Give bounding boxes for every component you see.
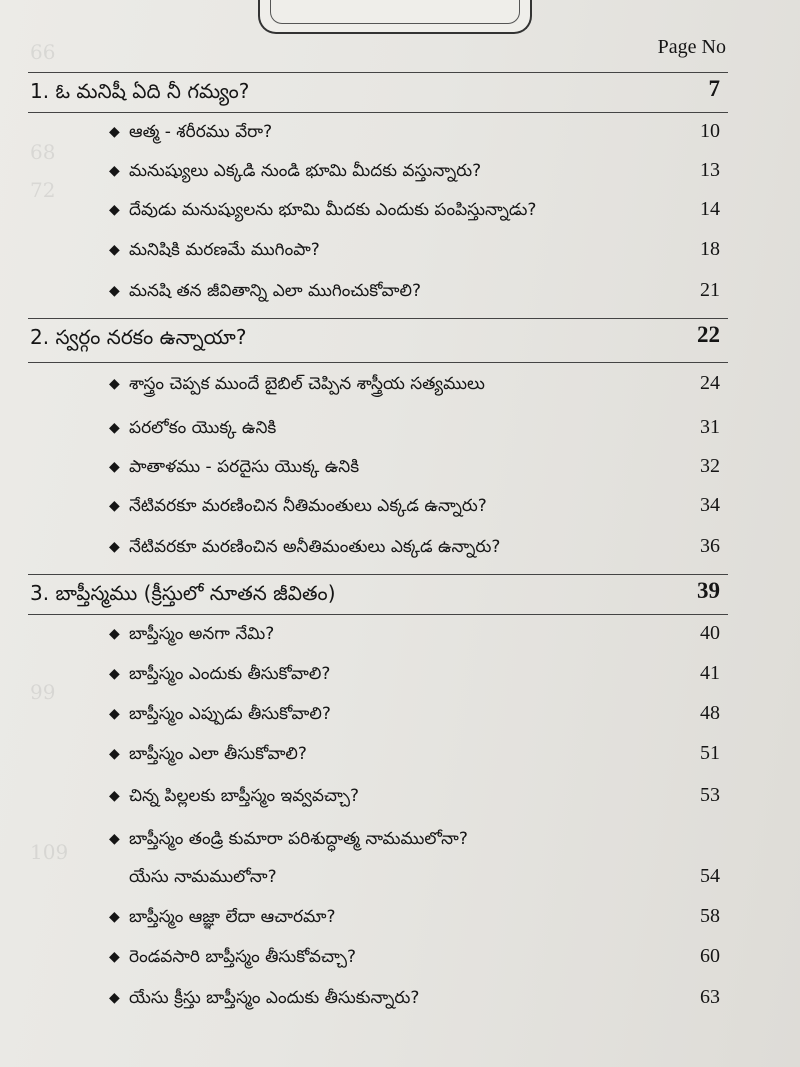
topic-entry bbox=[0, 620, 800, 656]
topic-title: రెండవసారి బాప్తీస్మం తీసుకోవచ్చా? bbox=[129, 947, 357, 967]
diamond-bullet-icon: ◆ bbox=[109, 498, 120, 514]
topic-entry bbox=[0, 118, 800, 154]
diamond-bullet-icon: ◆ bbox=[109, 539, 120, 555]
topic-entry bbox=[0, 825, 800, 861]
topic-title: బాప్తీస్మం అనగా నేమి? bbox=[129, 624, 275, 644]
topic-entry bbox=[0, 196, 800, 232]
heading-frame-ornament bbox=[258, 0, 532, 34]
topic-entry bbox=[0, 492, 800, 528]
topic-entry bbox=[0, 277, 800, 313]
topic-entry bbox=[0, 533, 800, 569]
page-number: 21 bbox=[700, 279, 720, 301]
topic-title: ఆత్మ - శరీరము వేరా? bbox=[129, 122, 273, 142]
page-number: 7 bbox=[708, 76, 720, 101]
page-number: 10 bbox=[700, 120, 720, 142]
page-number: 34 bbox=[700, 494, 720, 516]
bleed-through-text: 66 bbox=[30, 40, 56, 64]
chapter-title: 3. బాప్తీస్మము (క్రీస్తులో నూతన జీవితం) bbox=[30, 581, 336, 605]
diamond-bullet-icon: ◆ bbox=[109, 949, 120, 965]
page-number: 41 bbox=[700, 662, 720, 684]
topic-entry bbox=[0, 236, 800, 272]
page-number: 63 bbox=[700, 986, 720, 1008]
diamond-bullet-icon: ◆ bbox=[109, 163, 120, 179]
topic-entry bbox=[0, 782, 800, 818]
diamond-bullet-icon: ◆ bbox=[109, 283, 120, 299]
chapter-entry bbox=[0, 76, 800, 112]
bleed-through-text: 109 bbox=[30, 840, 69, 864]
page-number: 58 bbox=[700, 905, 720, 927]
bleed-through-text: 72 bbox=[30, 178, 56, 202]
diamond-bullet-icon: ◆ bbox=[109, 706, 120, 722]
diamond-bullet-icon: ◆ bbox=[109, 831, 120, 847]
diamond-bullet-icon: ◆ bbox=[109, 242, 120, 258]
diamond-bullet-icon: ◆ bbox=[109, 459, 120, 475]
page-number: 51 bbox=[700, 742, 720, 764]
topic-entry bbox=[0, 370, 800, 406]
page-no-column-header: Page No bbox=[657, 36, 726, 58]
diamond-bullet-icon: ◆ bbox=[109, 666, 120, 682]
page-number: 13 bbox=[700, 159, 720, 181]
topic-title: శాస్త్రం చెప్పక ముందే బైబిల్ చెప్పిన శాస్త్రీయ సత్యములు bbox=[129, 374, 485, 394]
page-number: 53 bbox=[700, 784, 720, 806]
topic-entry bbox=[0, 157, 800, 193]
topic-title: బాప్తీస్మం తండ్రి కుమారా పరిశుద్ధాత్మ నామములోనా? bbox=[129, 829, 468, 849]
topic-title: నేటివరకూ మరణించిన అనీతిమంతులు ఎక్కడ ఉన్నారు? bbox=[129, 537, 501, 557]
page-number: 14 bbox=[700, 198, 720, 220]
topic-title: మనుష్యులు ఎక్కడి నుండి భూమి మీదకు వస్తున్నారు? bbox=[129, 161, 482, 181]
topic-title: బాప్తీస్మం ఎందుకు తీసుకోవాలి? bbox=[129, 664, 331, 684]
topic-entry bbox=[0, 453, 800, 489]
topic-title: బాప్తీస్మం ఆజ్ఞా లేదా ఆచారమా? bbox=[129, 907, 336, 927]
topic-title: పాతాళము - పరదైసు యొక్క ఉనికి bbox=[129, 457, 360, 477]
diamond-bullet-icon: ◆ bbox=[109, 990, 120, 1006]
diamond-bullet-icon: ◆ bbox=[109, 909, 120, 925]
page-number: 18 bbox=[700, 238, 720, 260]
topic-entry bbox=[0, 903, 800, 939]
diamond-bullet-icon: ◆ bbox=[109, 420, 120, 436]
page-number: 22 bbox=[697, 322, 720, 347]
divider-line bbox=[28, 614, 728, 615]
diamond-bullet-icon: ◆ bbox=[109, 376, 120, 392]
topic-title: బాప్తీస్మం ఎలా తీసుకోవాలి? bbox=[129, 744, 307, 764]
topic-title: నేటివరకూ మరణించిన నీతిమంతులు ఎక్కడ ఉన్నారు? bbox=[129, 496, 487, 516]
topic-title: యేసు క్రీస్తు బాప్తీస్మం ఎందుకు తీసుకున్నారు? bbox=[129, 988, 420, 1008]
page-number: 32 bbox=[700, 455, 720, 477]
page-number: 54 bbox=[700, 865, 720, 887]
topic-title: చిన్న పిల్లలకు బాప్తీస్మం ఇవ్వవచ్చా? bbox=[129, 786, 359, 806]
diamond-bullet-icon: ◆ bbox=[109, 626, 120, 642]
page-number: 40 bbox=[700, 622, 720, 644]
divider-line bbox=[28, 574, 728, 575]
page-number: 39 bbox=[697, 578, 720, 603]
topic-entry bbox=[0, 700, 800, 736]
topic-title: దేవుడు మనుష్యులను భూమి మీదకు ఎందుకు పంపిస్తున్నాడు? bbox=[129, 200, 537, 220]
chapter-title: 1. ఓ మనిషీ ఏది నీ గమ్యం? bbox=[30, 79, 250, 103]
topic-title: బాప్తీస్మం ఎప్పుడు తీసుకోవాలి? bbox=[129, 704, 331, 724]
topic-entry bbox=[0, 984, 800, 1020]
page-number: 48 bbox=[700, 702, 720, 724]
diamond-bullet-icon: ◆ bbox=[109, 788, 120, 804]
topic-title: పరలోకం యొక్క ఉనికి bbox=[129, 418, 277, 438]
bleed-through-text: 99 bbox=[30, 680, 56, 704]
topic-entry bbox=[0, 414, 800, 450]
diamond-bullet-icon: ◆ bbox=[109, 746, 120, 762]
divider-line bbox=[28, 72, 728, 73]
topic-entry bbox=[0, 943, 800, 979]
chapter-entry bbox=[0, 578, 800, 614]
chapter-title: 2. స్వర్గం నరకం ఉన్నాయా? bbox=[30, 325, 247, 349]
divider-line bbox=[28, 318, 728, 319]
topic-title: యేసు నామములోనా? bbox=[129, 867, 277, 887]
topic-entry bbox=[0, 740, 800, 776]
page-number: 36 bbox=[700, 535, 720, 557]
chapter-entry bbox=[0, 322, 800, 358]
divider-line bbox=[28, 112, 728, 113]
topic-entry bbox=[0, 863, 800, 899]
topic-entry bbox=[0, 660, 800, 696]
page-number: 31 bbox=[700, 416, 720, 438]
page-number: 60 bbox=[700, 945, 720, 967]
topic-title: మనిషికి మరణమే ముగింపా? bbox=[129, 240, 320, 260]
topic-title: మనషి తన జీవితాన్ని ఎలా ముగించుకోవాలి? bbox=[129, 281, 421, 301]
diamond-bullet-icon: ◆ bbox=[109, 202, 120, 218]
bleed-through-text: 68 bbox=[30, 140, 56, 164]
divider-line bbox=[28, 362, 728, 363]
diamond-bullet-icon: ◆ bbox=[109, 124, 120, 140]
page-number: 24 bbox=[700, 372, 720, 394]
